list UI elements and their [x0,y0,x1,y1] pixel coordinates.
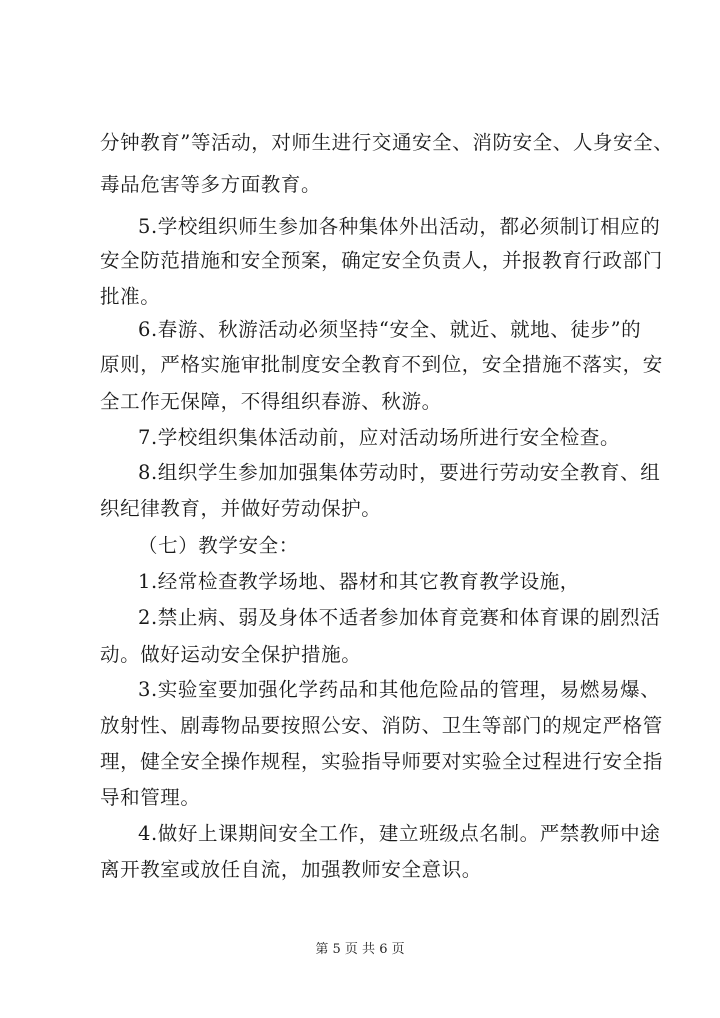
item-8-line-2: 织纪律教育，并做好劳动保护。 [100,497,382,520]
item-3-line-1: 3.实验室要加强化学药品和其他危险品的管理，易燃易爆、 [138,678,661,701]
item-5-line-1: 5.学校组织师生参加各种集体外出活动，都必须制订相应的 [138,215,661,238]
item-6-line-1: 6.春游、秋游活动必须坚持“安全、就近、就地、徒步”的 [138,318,642,341]
item-3-line-3: 理，健全安全操作规程，实验指导师要对实验全过程进行安全指 [100,750,663,773]
item-8-line-1: 8.组织学生参加加强集体劳动时，要进行劳动安全教育、组 [138,461,661,484]
item-7-line-1: 7.学校组织集体活动前，应对活动场所进行安全检查。 [138,426,621,449]
item-4-line-2: 离开教室或放任自流，加强教师安全意识。 [100,858,482,881]
body-line-1: 分钟教育”等活动，对师生进行交通安全、消防安全、人身安全、 [100,131,674,154]
item-4-line-1: 4.做好上课期间安全工作，建立班级点名制。严禁教师中途 [138,822,661,845]
item-2-line-1: 2.禁止病、弱及身体不适者参加体育竞赛和体育课的剧烈活 [138,606,661,629]
section-heading: （七）教学安全： [138,534,299,557]
item-5-line-2: 安全防范措施和安全预案，确定安全负责人，并报教育行政部门 [100,249,663,272]
item-3-line-2: 放射性、剧毒物品要按照公安、消防、卫生等部门的规定严格管 [100,714,663,737]
item-2-line-2: 动。做好运动安全保护措施。 [100,643,362,666]
item-6-line-2: 原则，严格实施审批制度安全教育不到位，安全措施不落实，安 [100,353,663,376]
item-1-line-1: 1.经常检查教学场地、器材和其它教育教学设施， [138,570,580,593]
page-footer: 第 5 页 共 6 页 [315,942,405,957]
item-5-line-3: 批准。 [100,285,161,308]
item-6-line-3: 全工作无保障，不得组织春游、秋游。 [100,390,442,413]
item-3-line-4: 导和管理。 [100,786,201,809]
body-line-2: 毒品危害等多方面教育。 [100,173,322,196]
